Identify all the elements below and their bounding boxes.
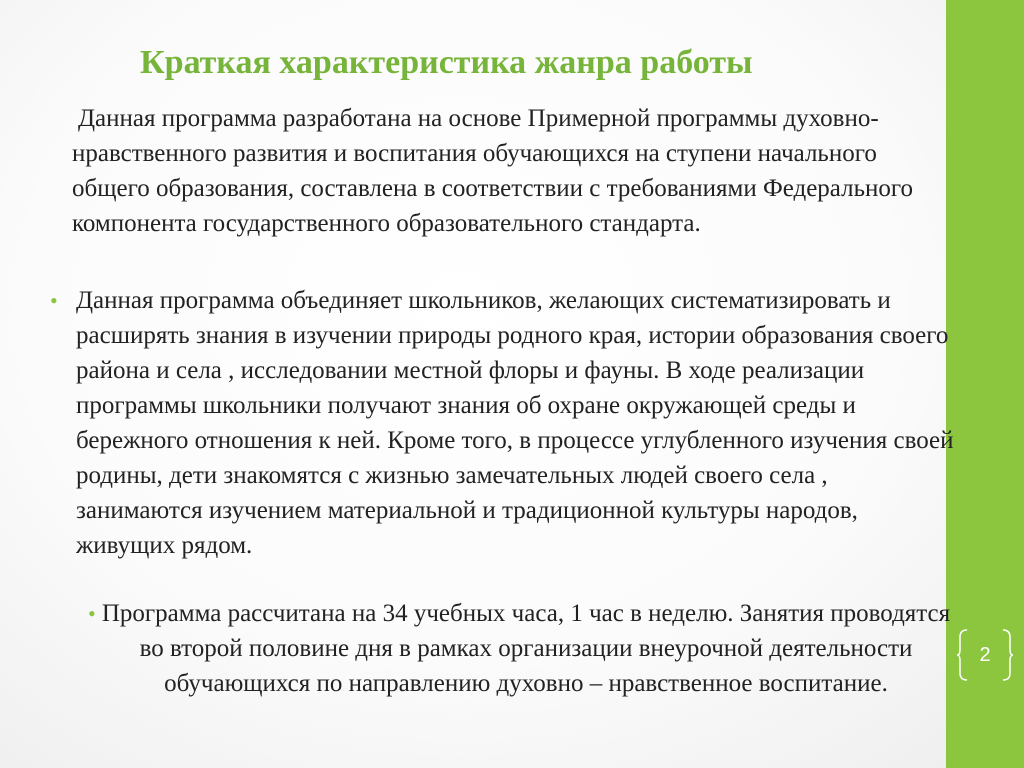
- paragraph-program-schedule: Программа рассчитана на 34 учебных часа, 1 час в неделю. Занятия проводятся во второй половине дня в рамках организации внеурочной деятельности обучающихся по направлению духовно – нравственное воспитание.: [101, 600, 951, 697]
- bullet-icon: •: [50, 288, 58, 313]
- slide-title: Краткая характеристика жанра работы: [140, 44, 753, 81]
- paragraph-program-goals: Данная программа объединяет школьников, желающих систематизировать и расширять знания в изучении природы родного края, истории образования своего района и села , исследовании местной флоры и фауны. В ходе реализации программы школьники получают знания об охране окружающей среды и бережного отношения к ней. Кроме того, в процессе углубленного изучения своей родины, дети знакомятся с жизнью замечательных людей своего села , занимаются изучением материальной и традиционной культуры народов, живущих рядом.: [76, 287, 954, 559]
- paragraph-program-basis: Данная программа разработана на основе Примерной программы духовно-нравственного развития и воспитания обучающихся на ступени начального общего образования, составлена в соответствии с требованиями Федерального компонента государственного образовательного стандарта.: [72, 105, 914, 237]
- bullet-icon: •: [88, 601, 96, 626]
- slide-number-frame: [957, 628, 1013, 682]
- slide-number: 2: [979, 644, 991, 666]
